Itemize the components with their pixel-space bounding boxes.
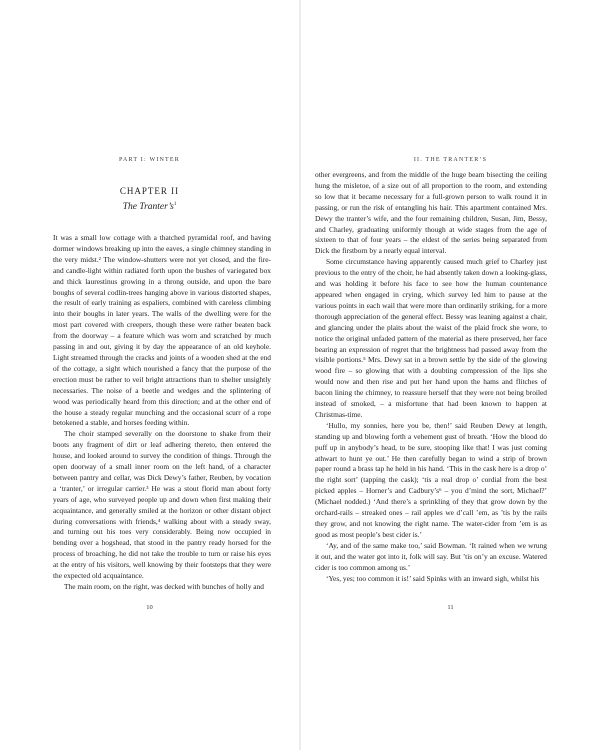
chapter-subtitle-text: The Tranter’s [122,202,174,212]
paragraph: The choir stamped severally on the doorstone to shake from their boots any fragment of dirt or leaf adhering thereto, then entered the house, and looked around to survey the condition of things. Through the open doorway of a small inner room on the left hand, of a character between pantry and cellar, was Dick Dewy’s father, Reuben, by vocation a ‘tranter,’ or irregular carrier.³ He was a stout florid man about forty years of age, who surveyed people up and down when first making their acquaintance, and generally smiled at the horizon or other distant object during conversations with friends,⁴ walking about with a steady sway, and turning out his toes very considerably. Being now occupied in bending over a hogshead, that stood in the pantry ready horsed for the process of broaching, he did not take the trouble to turn or raise his eyes at the entry of his visitors, well knowing by their footsteps that they were the expected old acquaintance. [53,429,271,581]
running-head-left: PART I: WINTER [118,157,180,163]
right-body-text [315,170,547,584]
paragraph: ‘Yes, yes; too common it is!’ said Spinks with an inward sigh, whilst his [326,573,540,583]
chapter-subtitle [0,202,299,212]
right-page [301,0,600,750]
footnote-marker: 1 [173,201,177,207]
paragraph: The main room, on the right, was decked with bunches of holly and [64,582,264,591]
running-head-right: II. THE TRANTER’S [413,157,488,163]
paragraph: It was a small low cottage with a thatched pyramidal roof, and having dormer windows breaking up into the eaves, a single chimney standing in the very midst.² The window-shutters were not yet closed, and the fire- and candle-light within radiated forth upon the bushes of variegated box and thick laurestinus growing in a throng outside, and upon the bare boughs of several codlin-trees hanging above in various distorted shapes, the result of early training as espaliers, combined with careless climbing into their boughs in later years. The walls of the dwelling were for the most part covered with creepers, though these were rather beaten back from the doorway – a feature which was worn and scratched by much passing in and out, giving it by day the appearance of an old keyhole. Light streamed through the cracks and joints of a wooden shed at the end of the cottage, a sight which nourished a fancy that the purpose of the erection must be rather to veil bright attractions than to shelter unsightly necessaries. The noise of a beetle and wedges and the splintering of wood was periodically heard from this direction; and at the other end of the house a steady regular munching and the occasional scurr of a rope betokened a stable, and horses feeding within. [53,233,271,428]
left-body-text [53,233,271,593]
paragraph: ‘Hullo, my sonnies, here you be, then!’ said Reuben Dewy at length, standing up and blowing forth a vehement gust of breath. ‘How the blood do puff up in anybody’s head, to be sure, stooping like that! I was just coming athwart to hunt ye out.’ He then carefully began to wind a strip of brown paper round a brass tap he held in his hand. ‘This in the cask here is a drop o’ the right sort’ (tapping the cask); ‘tis a real drop o’ cordial from the best picked apples – Horner’s and Cadbury’s⁶ – you d’mind the sort, Michael?’ (Michael nodded.) ‘And there’s a sprinkling of they that grow down by the orchard-rails – streaked ones – rail apples we d’call ’em, as ’tis by the rails they grow, and not knowing the right name. The water-cider from ’em is as good as most people’s best cider is.’ [315,420,547,539]
paragraph: other evergreens, and from the middle of the huge beam bisecting the ceiling hung the misletoe, of a size out of all proportion to the room, and extending so low that it became necessary for a full-grown person to walk round it in passing, or run the risk of entangling his hair. This apartment contained Mrs. Dewy the tranter’s wife, and the four remaining children, Susan, Jim, Bessy, and Charley, graduating uniformly though at wide stages from the age of sixteen to that of four years – the eldest of the series being separated from Dick the firstborn by a nearly equal interval. [315,170,547,256]
paragraph: Some circumstance having apparently caused much grief to Charley just previous to the entry of the choir, he had absently taken down a looking-glass, and was holding it before his face to see how the human countenance appeared when engaged in crying, which survey led him to pause at the various points in each wail that were more than ordinarily striking, for a more thorough appreciation of the general effect. Bessy was leaning against a chair, and glancing under the plaits about the waist of the plaid frock she wore, to notice the original unfaded pattern of the material as there preserved, her face bearing an expression of regret that the brightness had passed away from the visible portions.⁵ Mrs. Dewy sat in a brown settle by the side of the glowing wood fire – so glowing that with a doubting compression of the lips she would now and then rise and put her hand upon the hams and flitches of bacon lining the chimney, to reassure herself that they were not being broiled instead of smoked, – a misfortune that had been known to happen at Christmas-time. [315,257,547,419]
page-number-right: 11 [447,604,454,611]
chapter-title: CHAPTER II [119,186,180,196]
left-page [0,0,299,750]
paragraph: ‘Ay, and of the same make too,’ said Bowman. ‘It rained when we wrung it out, and the water got into it, folk will say. But ’tis on’y an excuse. Watered cider is too common among us.’ [315,540,547,572]
page-number-left: 10 [146,604,153,611]
